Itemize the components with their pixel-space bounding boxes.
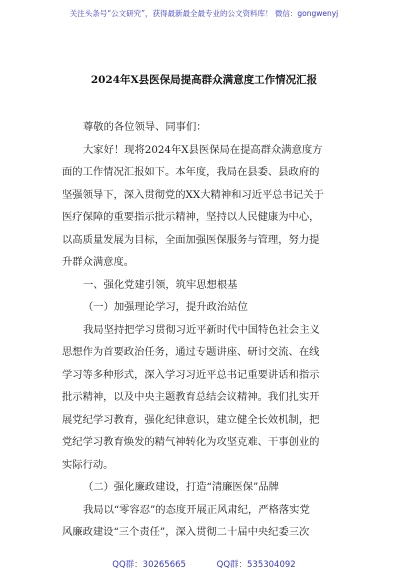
qq-group-1: QQ群：30265665: [112, 560, 186, 570]
text-line: 我局以“零容忍”的态度开展正风肃纪，严格落实党: [83, 503, 310, 516]
text-line: 大家好！现将2024年X县医保局在提高群众满意度方: [83, 143, 323, 156]
subsection-heading: （一）加强理论学习，提升政治站位: [83, 301, 248, 313]
qq-group-2: QQ群：535304092: [216, 560, 296, 570]
text-line: 学习等多种形式，深入学习习近平总书记重要讲话和指示: [62, 368, 320, 381]
document-body: [62, 116, 362, 544]
text-line: 实际行动。: [62, 458, 114, 471]
salutation: 尊敬的各位领导、同事们：: [83, 121, 207, 133]
paragraph-theory-study: [62, 319, 362, 477]
text-line: 批示精神，以及中央主题教育总结会议精神。我们扎实开: [62, 391, 320, 403]
page-title: 2024年X县医保局提高群众满意度工作情况汇报: [90, 74, 318, 86]
text-line: 思想作为首要政治任务，通过专题讲座、研讨交流、在线: [62, 346, 320, 358]
text-line: 面的工作情况汇报如下。本年度，我局在县委、县政府的: [62, 166, 320, 178]
text-line: 以高质量发展为目标，全面加强医保服务与管理，努力提: [62, 233, 320, 246]
paragraph-intro: [62, 139, 362, 274]
footer: [0, 558, 408, 570]
paragraph-integrity: [62, 499, 362, 544]
text-line: 展党纪学习教育，强化纪律意识，建立健全长效机制，把: [62, 413, 320, 426]
header-note: 关注头条号“公文研究”，获得最新最全最专业的公文资料库！ 微信：gongwenyj: [69, 9, 339, 18]
text-line: 升群众满意度。: [62, 256, 135, 268]
section-heading: 一、强化党建引领，筑牢思想根基: [83, 278, 238, 291]
text-line: 坚强领导下，深入贯彻党的XX大精神和习近平总书记关于: [62, 188, 324, 201]
text-line: 风廉政建设“三个责任”，深入贯彻二十届中央纪委三次: [62, 526, 310, 538]
text-line: 我局坚持把学习贯彻习近平新时代中国特色社会主义: [83, 323, 320, 336]
subsection-heading: （二）强化廉政建设，打造“清廉医保”品牌: [83, 481, 279, 493]
text-line: 党纪学习教育焕发的精气神转化为攻坚克难、干事创业的: [62, 436, 320, 448]
text-line: 医疗保障的重要指示批示精神，坚持以人民健康为中心，: [62, 211, 320, 223]
